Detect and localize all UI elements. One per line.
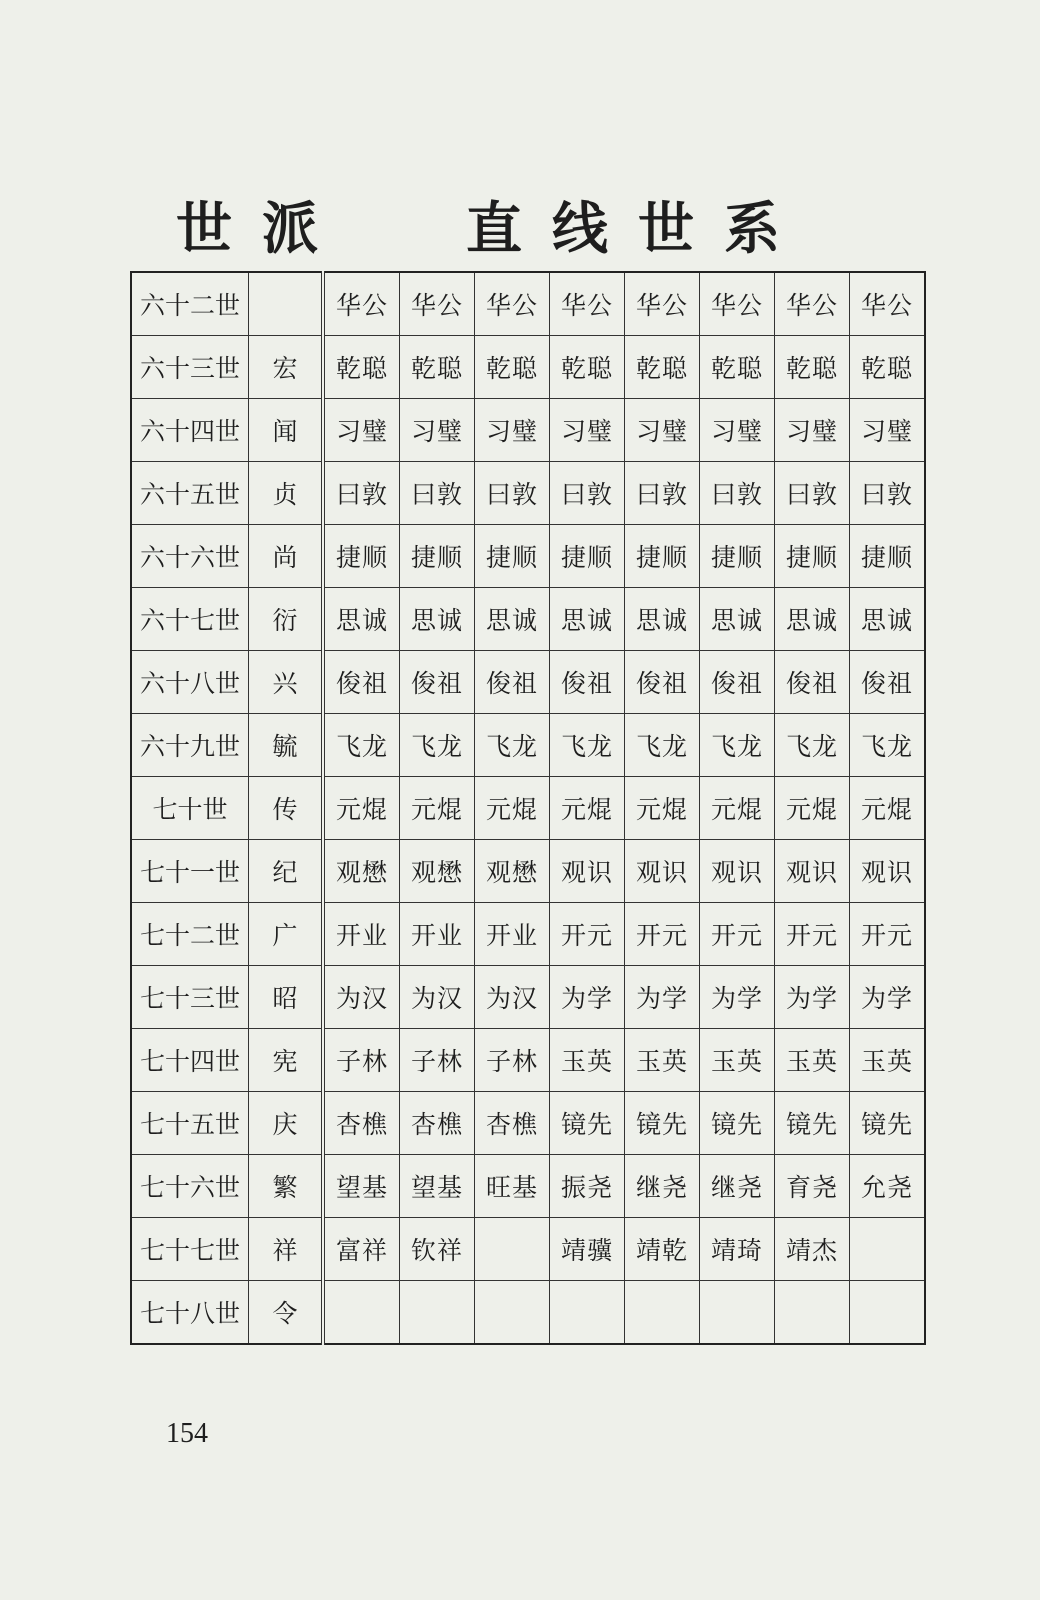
name-cell	[550, 1281, 625, 1345]
pai-character-cell: 祥	[249, 1218, 324, 1281]
name-cell: 镜先	[850, 1092, 926, 1155]
generation-cell: 七十一世	[131, 840, 249, 903]
name-cell: 习璧	[550, 399, 625, 462]
name-cell: 子林	[475, 1029, 550, 1092]
name-cell: 开业	[323, 903, 400, 966]
name-cell: 开元	[850, 903, 926, 966]
name-cell: 乾聪	[850, 336, 926, 399]
name-cell	[850, 1218, 926, 1281]
pai-character-cell: 贞	[249, 462, 324, 525]
pai-character-cell: 闻	[249, 399, 324, 462]
generation-cell: 六十八世	[131, 651, 249, 714]
name-cell: 曰敦	[475, 462, 550, 525]
name-cell: 习璧	[625, 399, 700, 462]
pai-character-cell: 宏	[249, 336, 324, 399]
name-cell: 俊祖	[323, 651, 400, 714]
name-cell: 玉英	[550, 1029, 625, 1092]
table-row	[131, 1155, 925, 1218]
name-cell: 玉英	[700, 1029, 775, 1092]
name-cell: 旺基	[475, 1155, 550, 1218]
name-cell: 捷顺	[700, 525, 775, 588]
pai-character-cell: 宪	[249, 1029, 324, 1092]
name-cell: 曰敦	[625, 462, 700, 525]
name-cell: 乾聪	[700, 336, 775, 399]
name-cell: 观懋	[475, 840, 550, 903]
name-cell: 飞龙	[850, 714, 926, 777]
name-cell: 开元	[625, 903, 700, 966]
generation-cell: 六十六世	[131, 525, 249, 588]
name-cell: 习璧	[775, 399, 850, 462]
generation-cell: 七十二世	[131, 903, 249, 966]
generation-cell: 六十七世	[131, 588, 249, 651]
name-cell: 观懋	[400, 840, 475, 903]
name-cell: 俊祖	[625, 651, 700, 714]
column-title-shipai: 世派	[176, 196, 348, 262]
name-cell: 飞龙	[625, 714, 700, 777]
pai-character-cell: 尚	[249, 525, 324, 588]
name-cell: 镜先	[625, 1092, 700, 1155]
pai-character-cell: 毓	[249, 714, 324, 777]
table-row	[131, 1218, 925, 1281]
name-cell: 习璧	[700, 399, 775, 462]
name-cell: 思诚	[400, 588, 475, 651]
name-cell: 华公	[323, 272, 400, 336]
pai-character-cell: 衍	[249, 588, 324, 651]
name-cell: 思诚	[700, 588, 775, 651]
name-cell: 捷顺	[850, 525, 926, 588]
name-cell	[775, 1281, 850, 1345]
name-cell: 乾聪	[323, 336, 400, 399]
name-cell: 华公	[400, 272, 475, 336]
generation-cell: 七十六世	[131, 1155, 249, 1218]
generation-cell: 七十八世	[131, 1281, 249, 1345]
name-cell: 玉英	[625, 1029, 700, 1092]
name-cell: 开业	[400, 903, 475, 966]
table-row	[131, 399, 925, 462]
name-cell: 观识	[850, 840, 926, 903]
name-cell: 为学	[625, 966, 700, 1029]
name-cell: 为学	[775, 966, 850, 1029]
name-cell: 为学	[550, 966, 625, 1029]
generation-cell: 七十五世	[131, 1092, 249, 1155]
name-cell: 思诚	[625, 588, 700, 651]
name-cell: 捷顺	[323, 525, 400, 588]
name-cell: 元焜	[550, 777, 625, 840]
name-cell: 捷顺	[625, 525, 700, 588]
name-cell: 镜先	[775, 1092, 850, 1155]
table-row	[131, 588, 925, 651]
table-row	[131, 525, 925, 588]
name-cell: 镜先	[550, 1092, 625, 1155]
table-row	[131, 1092, 925, 1155]
lineage-table	[130, 271, 926, 1345]
name-cell: 飞龙	[475, 714, 550, 777]
table-row	[131, 714, 925, 777]
name-cell: 为汉	[323, 966, 400, 1029]
name-cell: 曰敦	[323, 462, 400, 525]
name-cell: 元焜	[475, 777, 550, 840]
name-cell	[475, 1281, 550, 1345]
name-cell	[475, 1218, 550, 1281]
name-cell: 开元	[775, 903, 850, 966]
name-cell: 允尧	[850, 1155, 926, 1218]
generation-cell: 六十五世	[131, 462, 249, 525]
name-cell: 镜先	[700, 1092, 775, 1155]
name-cell: 思诚	[550, 588, 625, 651]
name-cell: 观识	[625, 840, 700, 903]
name-cell	[850, 1281, 926, 1345]
name-cell: 乾聪	[775, 336, 850, 399]
name-cell: 俊祖	[550, 651, 625, 714]
page-number: 154	[166, 1418, 208, 1449]
generation-cell: 七十七世	[131, 1218, 249, 1281]
name-cell: 元焜	[850, 777, 926, 840]
generation-cell: 六十二世	[131, 272, 249, 336]
lineage-table-body	[131, 272, 925, 1344]
name-cell: 富祥	[323, 1218, 400, 1281]
name-cell: 钦祥	[400, 1218, 475, 1281]
name-cell: 为学	[850, 966, 926, 1029]
name-cell: 望基	[400, 1155, 475, 1218]
name-cell: 靖乾	[625, 1218, 700, 1281]
name-cell: 玉英	[775, 1029, 850, 1092]
name-cell: 观懋	[323, 840, 400, 903]
name-cell: 振尧	[550, 1155, 625, 1218]
page-title: 直线世系	[466, 196, 810, 262]
title-bar	[0, 185, 1040, 262]
table-row	[131, 840, 925, 903]
name-cell: 捷顺	[550, 525, 625, 588]
name-cell: 乾聪	[550, 336, 625, 399]
name-cell: 观识	[775, 840, 850, 903]
name-cell: 思诚	[323, 588, 400, 651]
name-cell: 育尧	[775, 1155, 850, 1218]
table-row	[131, 1029, 925, 1092]
name-cell: 为汉	[475, 966, 550, 1029]
name-cell: 观识	[700, 840, 775, 903]
name-cell: 俊祖	[700, 651, 775, 714]
pai-character-cell: 昭	[249, 966, 324, 1029]
pai-character-cell: 纪	[249, 840, 324, 903]
table-row	[131, 903, 925, 966]
name-cell: 华公	[550, 272, 625, 336]
name-cell: 华公	[700, 272, 775, 336]
name-cell: 飞龙	[775, 714, 850, 777]
name-cell: 元焜	[775, 777, 850, 840]
name-cell	[323, 1281, 400, 1345]
name-cell: 曰敦	[775, 462, 850, 525]
pai-character-cell: 令	[249, 1281, 324, 1345]
name-cell: 元焜	[400, 777, 475, 840]
name-cell: 乾聪	[625, 336, 700, 399]
name-cell: 俊祖	[475, 651, 550, 714]
name-cell: 曰敦	[550, 462, 625, 525]
pai-character-cell: 兴	[249, 651, 324, 714]
name-cell: 习璧	[323, 399, 400, 462]
pai-character-cell: 庆	[249, 1092, 324, 1155]
name-cell: 思诚	[475, 588, 550, 651]
name-cell	[700, 1281, 775, 1345]
generation-cell: 六十九世	[131, 714, 249, 777]
name-cell: 思诚	[775, 588, 850, 651]
table-row	[131, 651, 925, 714]
generation-cell: 六十四世	[131, 399, 249, 462]
name-cell: 捷顺	[400, 525, 475, 588]
name-cell: 乾聪	[400, 336, 475, 399]
table-row	[131, 336, 925, 399]
name-cell: 飞龙	[700, 714, 775, 777]
name-cell: 俊祖	[850, 651, 926, 714]
table-row	[131, 272, 925, 336]
name-cell: 继尧	[625, 1155, 700, 1218]
name-cell: 靖杰	[775, 1218, 850, 1281]
pai-character-cell: 繁	[249, 1155, 324, 1218]
name-cell: 为学	[700, 966, 775, 1029]
name-cell: 子林	[323, 1029, 400, 1092]
name-cell: 观识	[550, 840, 625, 903]
generation-cell: 六十三世	[131, 336, 249, 399]
name-cell: 捷顺	[475, 525, 550, 588]
name-cell: 习璧	[475, 399, 550, 462]
table-row	[131, 777, 925, 840]
name-cell: 杏樵	[400, 1092, 475, 1155]
name-cell: 乾聪	[475, 336, 550, 399]
name-cell: 继尧	[700, 1155, 775, 1218]
name-cell: 曰敦	[700, 462, 775, 525]
name-cell: 飞龙	[400, 714, 475, 777]
name-cell: 玉英	[850, 1029, 926, 1092]
table-row	[131, 1281, 925, 1345]
name-cell: 靖骥	[550, 1218, 625, 1281]
table-row	[131, 462, 925, 525]
name-cell: 习璧	[400, 399, 475, 462]
name-cell: 捷顺	[775, 525, 850, 588]
name-cell	[625, 1281, 700, 1345]
pai-character-cell: 传	[249, 777, 324, 840]
name-cell: 俊祖	[400, 651, 475, 714]
name-cell: 曰敦	[400, 462, 475, 525]
pai-character-cell: 广	[249, 903, 324, 966]
name-cell: 杏樵	[323, 1092, 400, 1155]
name-cell: 飞龙	[550, 714, 625, 777]
name-cell: 俊祖	[775, 651, 850, 714]
generation-cell: 七十世	[131, 777, 249, 840]
generation-cell: 七十三世	[131, 966, 249, 1029]
name-cell	[400, 1281, 475, 1345]
name-cell: 开元	[550, 903, 625, 966]
name-cell: 元焜	[700, 777, 775, 840]
name-cell: 为汉	[400, 966, 475, 1029]
name-cell: 元焜	[625, 777, 700, 840]
table-row	[131, 966, 925, 1029]
name-cell: 曰敦	[850, 462, 926, 525]
name-cell: 杏樵	[475, 1092, 550, 1155]
name-cell: 飞龙	[323, 714, 400, 777]
name-cell: 华公	[850, 272, 926, 336]
name-cell: 子林	[400, 1029, 475, 1092]
name-cell: 开业	[475, 903, 550, 966]
name-cell: 习璧	[850, 399, 926, 462]
name-cell: 元焜	[323, 777, 400, 840]
name-cell: 华公	[775, 272, 850, 336]
generation-cell: 七十四世	[131, 1029, 249, 1092]
pai-character-cell	[249, 272, 324, 336]
name-cell: 思诚	[850, 588, 926, 651]
name-cell: 靖琦	[700, 1218, 775, 1281]
name-cell: 华公	[625, 272, 700, 336]
name-cell: 望基	[323, 1155, 400, 1218]
name-cell: 开元	[700, 903, 775, 966]
name-cell: 华公	[475, 272, 550, 336]
